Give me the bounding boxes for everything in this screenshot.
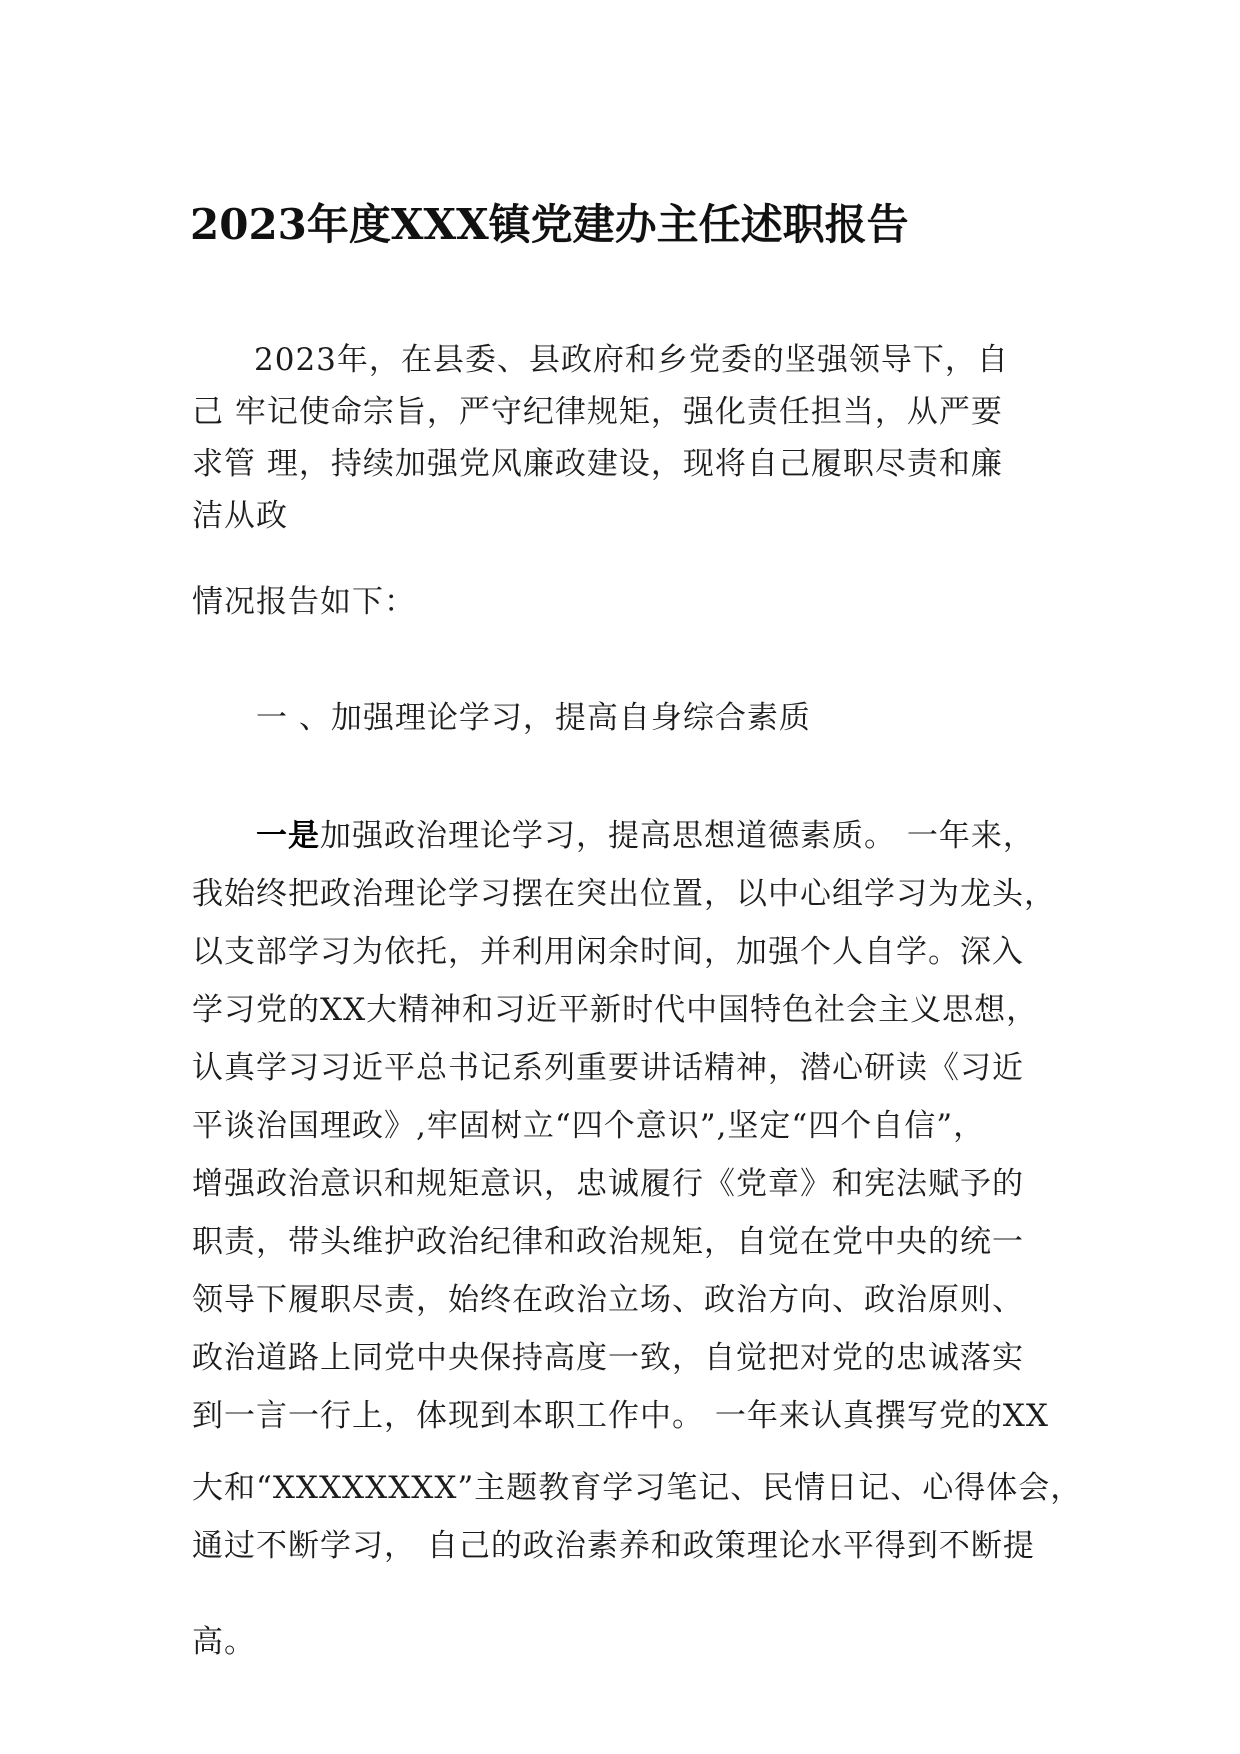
paragraph-line: 以支部学习为依托，并利用闲余时间，加强个人自学。深入: [192, 934, 1024, 970]
paragraph-line: 通过不断学习， 自己的政治素养和政策理论水平得到不断提: [192, 1528, 1035, 1564]
intro-line: 己 牢记使命宗旨，严守纪律规矩，强化责任担当，从严要: [192, 394, 1003, 430]
paragraph-line: 领导下履职尽责，始终在政治立场、政治方向、政治原则、: [192, 1282, 1024, 1318]
section-heading: 一 、加强理论学习，提高自身综合素质: [256, 700, 811, 736]
paragraph-line: 我始终把政治理论学习摆在突出位置，以中心组学习为龙头，: [192, 876, 1056, 912]
paragraph-first-text: 加强政治理论学习，提高思想道德素质。 一年来，: [320, 818, 1035, 854]
paragraph-line: 认真学习习近平总书记系列重要讲话精神，潜心研读《习近: [192, 1050, 1024, 1086]
paragraph-line: 大和“XXXXXXXX”主题教育学习笔记、民情日记、心得体会，: [192, 1470, 1083, 1506]
paragraph-line: 增强政治意识和规矩意识，忠诚履行《党章》和宪法赋予的: [192, 1166, 1024, 1202]
paragraph-line: 政治道路上同党中央保持高度一致，自觉把对党的忠诚落实: [192, 1340, 1024, 1376]
paragraph-line: 学习党的XX大精神和习近平新时代中国特色社会主义思想，: [192, 992, 1039, 1028]
paragraph-line: 平谈治国理政》,牢固树立“四个意识”,坚定“四个自信”，: [192, 1108, 986, 1144]
paragraph-line: 职责，带头维护政治纪律和政治规矩，自觉在党中央的统一: [192, 1224, 1024, 1260]
paragraph-lead: 一是: [256, 818, 320, 854]
intro-line: 洁从政: [192, 498, 288, 534]
paragraph-line: 到一言一行上，体现到本职工作中。 一年来认真撰写党的XX: [192, 1398, 1049, 1434]
intro-line: 情况报告如下：: [192, 584, 416, 620]
paragraph-first-line: [256, 810, 1035, 855]
intro-line: 求管 理，持续加强党风廉政建设，现将自己履职尽责和廉: [192, 446, 1003, 482]
document-title: 2023年度XXX镇党建办主任述职报告: [190, 200, 909, 249]
intro-line: 2023年，在县委、县政府和乡党委的坚强领导下，自: [254, 342, 1009, 378]
paragraph-line: 高。: [192, 1624, 256, 1660]
